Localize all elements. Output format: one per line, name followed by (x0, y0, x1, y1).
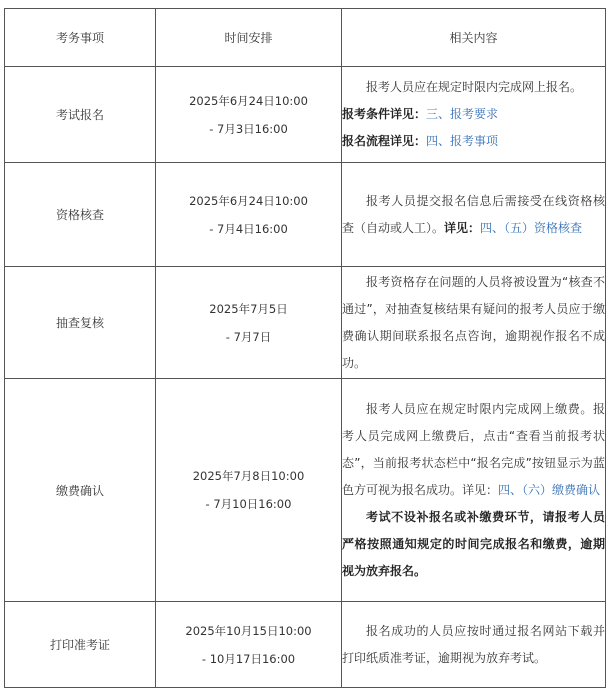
see-label: 详见： (444, 220, 481, 235)
header-item: 考务事项 (5, 9, 156, 67)
row-time (156, 602, 342, 688)
content-body: 报考人员提交报名信息后需接受在线资格核查（自动或人工）。 (342, 193, 605, 235)
cond-label: 报考条件详见： (342, 107, 427, 121)
content-line (342, 128, 605, 155)
table-row (5, 602, 606, 688)
table-row (5, 67, 606, 163)
link-payment-confirmation[interactable]: 四、（六）缴费确认 (498, 482, 601, 497)
content-text: 报名成功的人员应按时通过报名网站下载并打印纸质准考证，逾期视为放弃考试。 (342, 623, 605, 665)
row-item-registration: 考试报名 (5, 67, 156, 163)
link-exam-requirements[interactable]: 三、报考要求 (426, 107, 499, 121)
header-time: 时间安排 (156, 9, 342, 67)
row-item-print-admission: 打印准考证 (5, 602, 156, 688)
link-qualification-check[interactable]: 四、（五）资格核查 (480, 220, 583, 235)
link-exam-matters[interactable]: 四、报考事项 (426, 134, 499, 148)
time-start: 2025年7月8日10:00 (192, 469, 305, 483)
time-end: - 7月4日16:00 (209, 221, 288, 236)
time-start: 2025年6月24日10:00 (189, 93, 308, 108)
row-content (342, 267, 606, 379)
time-start: 2025年10月15日10:00 (185, 623, 312, 638)
row-time (156, 67, 342, 163)
row-content (342, 163, 606, 267)
time-end: - 10月17日16:00 (201, 651, 296, 666)
row-item-spot-check: 抽查复核 (5, 267, 156, 379)
row-content (342, 379, 606, 602)
time-end: - 7月7日 (225, 329, 272, 344)
table-row (5, 379, 606, 602)
content-body: 报考人员应在规定时限内完成网上缴费。报考人员完成网上缴费后，点击“查看当前报考状态”，当前报考状态栏中“报名完成”按钮显示为蓝色方可视为报名成功。详见： (342, 401, 605, 497)
time-end: - 7月3日16:00 (209, 121, 288, 136)
row-time (156, 163, 342, 267)
row-content (342, 602, 606, 688)
time-end: - 7月10日16:00 (205, 497, 292, 511)
content-text: 报考资格存在问题的人员将被设置为“核查不通过”，对抽查复核结果有疑问的报考人员应于缴费确认期间联系报名点咨询，逾期视作报名不成功。 (342, 274, 605, 370)
table-row (5, 267, 606, 379)
time-start: 2025年7月5日 (209, 301, 288, 316)
row-content (342, 67, 606, 163)
content-text: 报考人员应在规定时限内完成网上报名。 (366, 80, 583, 94)
row-time (156, 267, 342, 379)
row-item-payment: 缴费确认 (5, 379, 156, 602)
content-text (342, 188, 605, 242)
time-start: 2025年6月24日10:00 (189, 193, 308, 208)
content-text (342, 396, 605, 504)
flow-label: 报名流程详见： (342, 134, 427, 148)
header-content: 相关内容 (342, 9, 606, 67)
row-item-qualification-check: 资格核查 (5, 163, 156, 267)
content-bold-notice: 考试不设补报名或补缴费环节，请报考人员严格按照通知规定的时间完成报名和缴费，逾期视为放弃报名。 (342, 509, 605, 578)
content-line (342, 101, 605, 128)
table-row (5, 163, 606, 267)
table-header-row (5, 9, 606, 67)
row-time (156, 379, 342, 602)
exam-schedule-table (4, 8, 606, 688)
